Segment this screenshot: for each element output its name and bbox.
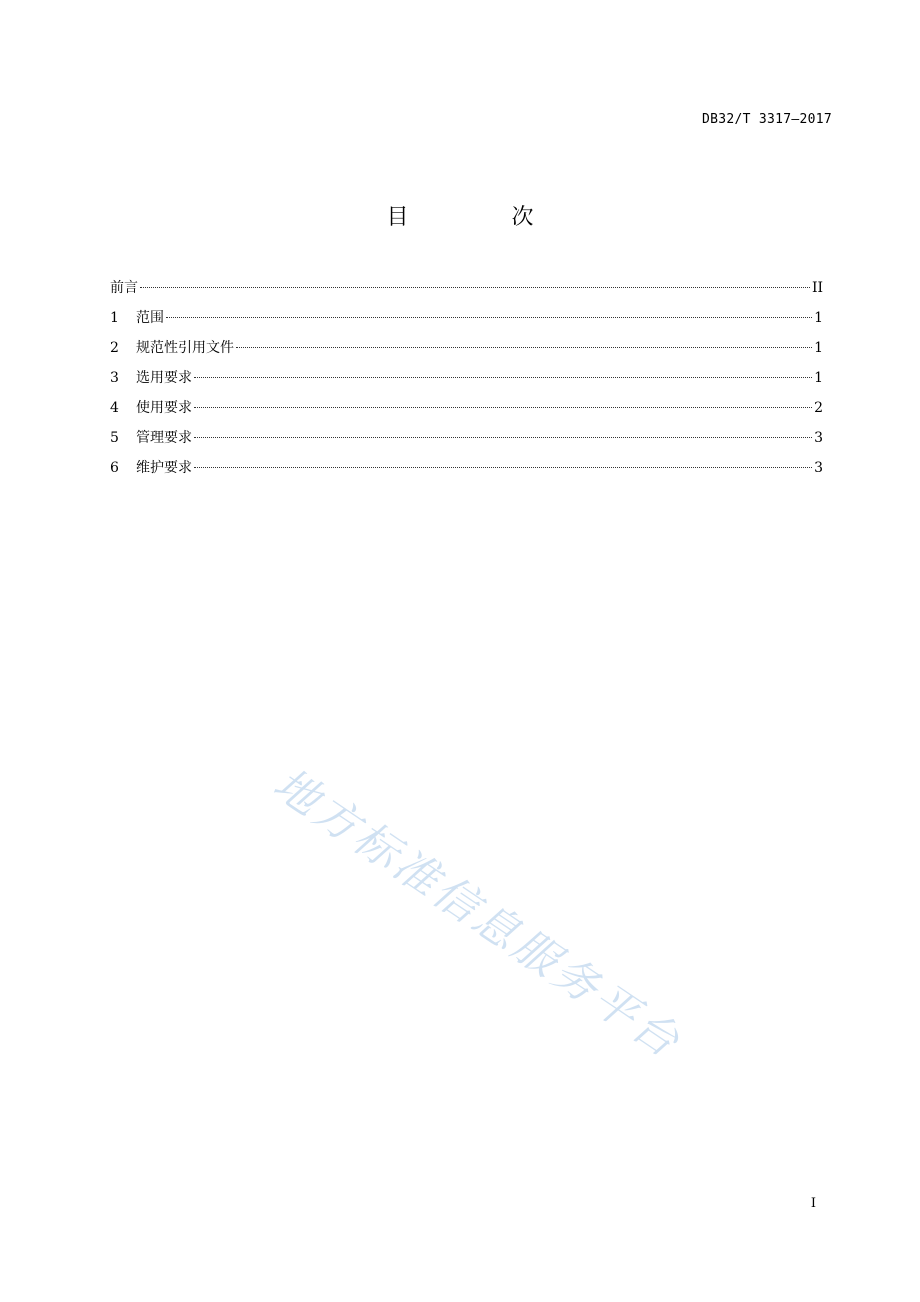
toc-entry-label: 范围: [136, 310, 164, 326]
toc-entry-page: 2: [814, 400, 823, 416]
toc-entry-number: 5: [110, 430, 119, 446]
toc-entry-label: 前言: [110, 280, 138, 296]
toc-entry-foreword[interactable]: [110, 278, 823, 308]
toc-entry-number: 1: [110, 310, 119, 326]
toc-leader-dots: [166, 317, 812, 318]
toc-leader-dots: [236, 347, 812, 348]
toc-entry-maintenance-requirements[interactable]: [110, 458, 823, 488]
toc-leader-dots: [140, 287, 810, 288]
document-code: DB32/T 3317—2017: [701, 112, 832, 127]
toc-entry-label: 使用要求: [136, 400, 192, 416]
toc-leader-dots: [194, 377, 812, 378]
toc-leader-dots: [194, 467, 812, 468]
toc-entry-number: 4: [110, 400, 119, 416]
toc-entry-normative-references[interactable]: [110, 338, 823, 368]
toc-entry-number: 6: [110, 460, 119, 476]
toc-entry-label: 选用要求: [136, 370, 192, 386]
toc-entry-label: 规范性引用文件: [136, 340, 234, 356]
toc-leader-dots: [194, 407, 812, 408]
toc-entry-number: 2: [110, 340, 119, 356]
toc-entry-label: 维护要求: [136, 460, 192, 476]
watermark: 地方标准信息服务平台: [264, 758, 691, 1070]
toc-entry-page: 1: [814, 310, 823, 326]
toc-entry-scope[interactable]: [110, 308, 823, 338]
toc-entry-management-requirements[interactable]: [110, 428, 823, 458]
toc-entry-number: 3: [110, 370, 119, 386]
toc-entry-selection-requirements[interactable]: [110, 368, 823, 398]
page-number: I: [810, 1196, 816, 1211]
toc-entry-page: II: [811, 280, 823, 296]
page-title: 目 次: [386, 205, 582, 230]
toc-entry-page: 1: [814, 370, 823, 386]
toc-entry-usage-requirements[interactable]: [110, 398, 823, 428]
table-of-contents: [110, 278, 823, 488]
toc-entry-page: 1: [814, 340, 823, 356]
toc-leader-dots: [194, 437, 812, 438]
toc-entry-page: 3: [814, 430, 823, 446]
toc-entry-page: 3: [814, 460, 823, 476]
toc-entry-label: 管理要求: [136, 430, 192, 446]
